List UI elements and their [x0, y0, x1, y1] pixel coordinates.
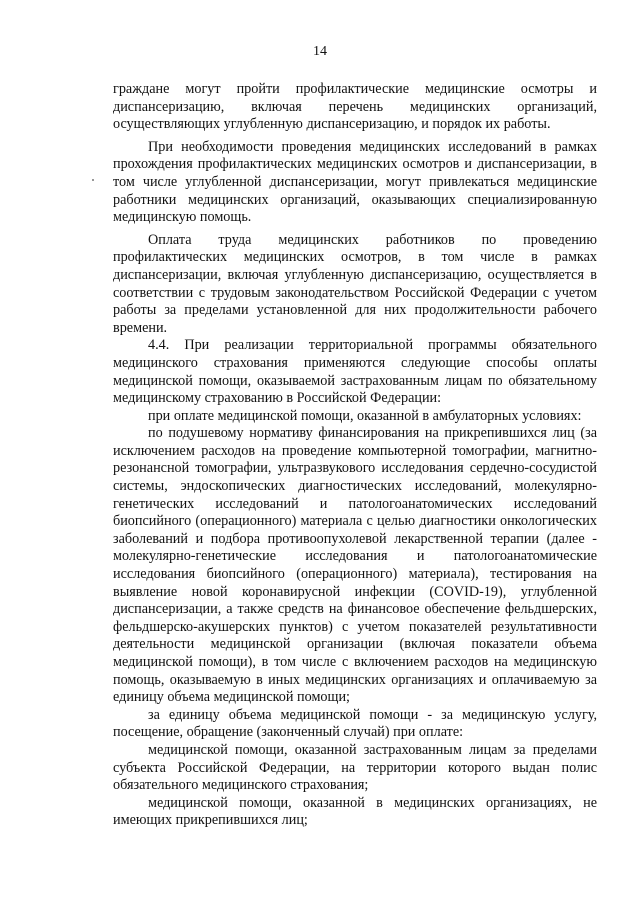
paragraph-remuneration: Оплата труда медицинских работников по проведению профилактических медицинских осмотров, в том числе в рамках диспансеризации, включая углубленную диспансеризацию, осуществляется в соответствии с трудовым законодательством Российской Федерации с учетом работы за пределами установленной для них продолжительности рабочего времени.	[113, 231, 597, 336]
document-body	[113, 81, 597, 830]
paragraph-outside-region: медицинской помощи, оказанной застрахованным лицам за пределами субъекта Российской Федерации, на территории которого выдан полис обязательного медицинского страхования;	[113, 741, 597, 794]
paragraph-participants: граждане могут пройти профилактические медицинские осмотры и диспансеризацию, включая перечень медицинских организаций, осуществляющих углубленную диспансеризацию, и порядок их работы.	[113, 81, 597, 133]
paragraph-section-4-4: 4.4. При реализации территориальной программы обязательного медицинского страхования применяются следующие способы оплаты медицинской помощи, оказываемой застрахованным лицам по обязательному медицинскому страхованию в Российской Федерации:	[113, 337, 597, 407]
paragraph-involving-specialists: При необходимости проведения медицинских исследований в рамках прохождения профилактических медицинских осмотров и диспансеризации, в том числе углубленной диспансеризации, могут привлекаться медицинские работники медицинских организаций, оказывающих специализированную медицинскую помощь.	[113, 138, 597, 226]
paragraph-no-attached-persons: медицинской помощи, оказанной в медицинских организациях, не имеющих прикрепившихся лиц;	[113, 794, 597, 829]
paragraph-unit-of-volume: за единицу объема медицинской помощи - за медицинскую услугу, посещение, обращение (законченный случай) при оплате:	[113, 706, 597, 741]
paragraph-outpatient-payment: при оплате медицинской помощи, оказанной в амбулаторных условиях:	[148, 407, 582, 424]
paragraph-per-capita-norm: по подушевому нормативу финансирования на прикрепившихся лиц (за исключением расходов на проведение компьютерной томографии, магнитно-резонансной томографии, ультразвукового исследования сердечно-сосудистой системы, эндоскопических диагностических исследований, молекулярно-генетических исследований и патологоанатомических исследований биопсийного (операционного) материала с целью диагностики онкологических заболеваний и подбора противоопухолевой лекарственной терапии (далее - молекулярно-генетические исследования и патологоанатомические исследования биопсийного (операционного) материала), тестирования на выявление новой коронавирусной инфекции (COVID-19), углубленной диспансеризации, а также средств на финансовое обеспечение фельдшерских, фельдшерско-акушерских пунктов) с учетом показателей результативности деятельности медицинской организации (включая показатели объема медицинской помощи), в том числе с включением расходов на медицинскую помощь, оказываемую в иных медицинских организациях и оплачиваемую за единицу объема медицинской помощи;	[113, 425, 597, 706]
scan-artifact-dot	[92, 179, 94, 181]
page-number: 14	[313, 44, 327, 59]
